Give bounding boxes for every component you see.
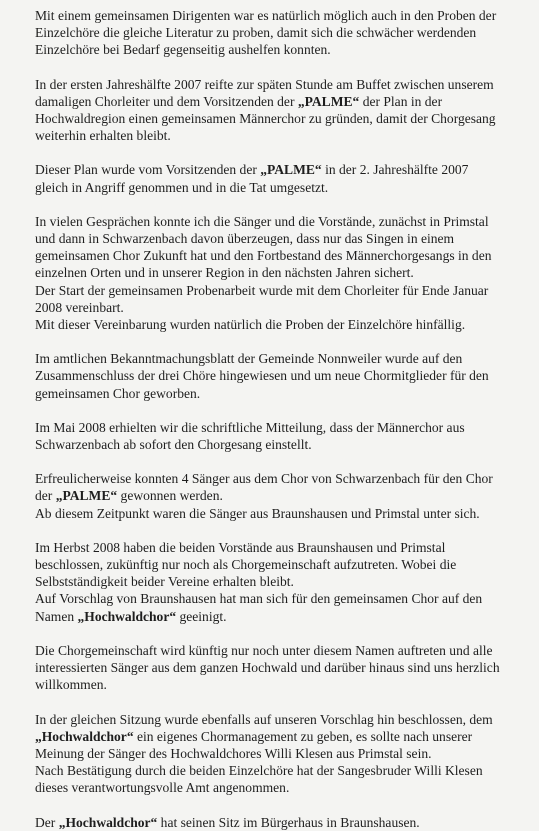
text-segment: Mit dieser Vereinbarung wurden natürlich die Proben der Einzelchöre hinfällig. xyxy=(35,317,466,333)
text-segment: und dann in Schwarzenbach davon überzeugen, dass nur das Singen in einem xyxy=(35,231,455,247)
text-segment: Die Chorgemeinschaft wird künftig nur noch unter diesem Namen auftreten und alle xyxy=(35,642,493,658)
text-segment: geeinigt. xyxy=(176,608,227,624)
text-segment: gemeinsamen Chor Zukunft hat und den Fortbestand des Männerchorgesangs in den xyxy=(35,248,492,264)
text-line xyxy=(35,367,525,384)
text-line xyxy=(35,642,525,659)
paragraph xyxy=(35,76,525,145)
paragraph xyxy=(35,161,525,195)
text-line xyxy=(35,213,525,230)
paragraph xyxy=(35,470,525,522)
bold-name: „Hochwaldchor“ xyxy=(58,814,158,830)
bold-name: „Hochwaldchor“ xyxy=(35,728,134,744)
text-segment: Im Herbst 2008 haben die beiden Vorstände aus Braunshausen und Primstal xyxy=(35,539,446,555)
text-segment: weiterhin erhalten bleibt. xyxy=(35,128,171,144)
text-segment: beschlossen, zukünftig nur noch als Chorgemeinschaft aufzutreten. Wobei die xyxy=(35,557,457,573)
text-line xyxy=(35,487,525,504)
text-line xyxy=(35,676,525,693)
text-segment: Namen xyxy=(35,608,78,624)
text-segment: Hochwaldregion einen gemeinsamen Männerchor zu gründen, damit der Chorgesang xyxy=(35,111,496,127)
paragraph xyxy=(35,213,525,333)
text-segment: Erfreulicherweise konnten 4 Sänger aus dem Chor von Schwarzenbach für den Chor xyxy=(35,471,493,487)
text-segment: Zusammenschluss der drei Chöre hingewiesen und um neue Chormitglieder für den xyxy=(35,368,489,384)
text-line xyxy=(35,230,525,247)
text-line xyxy=(35,419,525,436)
text-segment: Nach Bestätigung durch die beiden Einzelchöre hat der Sangesbruder Willi Klesen xyxy=(35,763,483,779)
text-line xyxy=(35,608,525,625)
text-segment: willkommen. xyxy=(35,677,107,693)
paragraph xyxy=(35,642,525,694)
paragraph xyxy=(35,419,525,453)
text-line xyxy=(35,762,525,779)
text-line xyxy=(35,350,525,367)
text-line xyxy=(35,539,525,556)
text-line xyxy=(35,161,525,178)
text-line xyxy=(35,282,525,299)
bold-name: „PALME“ xyxy=(55,488,118,504)
text-segment: damaligen Chorleiter und dem Vorsitzenden der xyxy=(35,93,298,109)
text-line xyxy=(35,436,525,453)
bold-name: „PALME“ xyxy=(297,93,360,109)
text-segment: ein eigenes Chormanagement zu geben, es sollte nach unserer xyxy=(133,728,473,744)
bold-name: „PALME“ xyxy=(260,162,322,178)
text-segment: In vielen Gesprächen konnte ich die Sänger und die Vorstände, zunächst in Primstal xyxy=(35,213,489,229)
text-segment: Einzelchöre die gleiche Literatur zu proben, damit sich die schwächer werdenden xyxy=(35,25,477,41)
text-line xyxy=(35,24,525,41)
text-line xyxy=(35,299,525,316)
text-segment: Dieser Plan wurde vom Vorsitzenden der xyxy=(35,162,261,178)
text-segment: Meinung der Sänger des Hochwaldchores Willi Klesen aus Primstal sein. xyxy=(35,745,432,761)
text-line xyxy=(35,556,525,573)
text-segment: einzelnen Orten und in unserer Region in den nächsten Jahren sichert. xyxy=(35,265,414,281)
text-segment: dieses verantwortungsvolle Amt angenommen. xyxy=(35,780,290,796)
text-line xyxy=(35,76,525,93)
text-segment: Ab diesem Zeitpunkt waren die Sänger aus Braunshausen und Primstal unter sich. xyxy=(35,505,480,521)
text-segment: in der 2. Jahreshälfte 2007 xyxy=(321,162,469,178)
text-segment: Im Mai 2008 erhielten wir die schriftliche Mitteilung, dass der Männerchor aus xyxy=(35,419,465,435)
text-line xyxy=(35,814,525,831)
text-segment: der Plan in der xyxy=(359,93,443,109)
text-line xyxy=(35,110,525,127)
text-segment: Auf Vorschlag von Braunshausen hat man sich für den gemeinsamen Chor auf den xyxy=(35,591,483,607)
text-segment: Mit einem gemeinsamen Dirigenten war es natürlich möglich auch in den Proben der xyxy=(35,8,497,23)
text-segment: Der Start der gemeinsamen Probenarbeit wurde mit dem Chorleiter für Ende Januar xyxy=(35,282,489,298)
text-line xyxy=(35,127,525,144)
text-segment: In der gleichen Sitzung wurde ebenfalls auf unseren Vorschlag hin beschlossen, dem xyxy=(35,711,493,727)
text-segment: Im amtlichen Bekanntmachungsblatt der Gemeinde Nonnweiler wurde auf den xyxy=(35,351,463,367)
text-line xyxy=(35,316,525,333)
text-line xyxy=(35,573,525,590)
text-line xyxy=(35,385,525,402)
text-segment: gleich in Angriff genommen und in die Tat umgesetzt. xyxy=(35,179,329,195)
bold-name: „Hochwaldchor“ xyxy=(77,608,177,624)
text-line xyxy=(35,728,525,745)
text-line xyxy=(35,659,525,676)
paragraph xyxy=(35,711,525,797)
text-line xyxy=(35,247,525,264)
text-line xyxy=(35,93,525,110)
text-line xyxy=(35,505,525,522)
text-line xyxy=(35,264,525,281)
paragraph xyxy=(35,7,525,59)
text-line xyxy=(35,41,525,58)
text-segment: Einzelchöre bei Bedarf gegenseitig aushelfen konnten. xyxy=(35,42,331,58)
text-segment: hat seinen Sitz im Bürgerhaus in Braunshausen. xyxy=(157,814,420,830)
text-segment: Schwarzenbach ab sofort den Chorgesang einstellt. xyxy=(35,437,312,453)
text-segment: interessierten Sänger aus dem ganzen Hochwald und darüber hinaus sind uns herzlich xyxy=(35,660,500,676)
text-line xyxy=(35,745,525,762)
paragraph xyxy=(35,539,525,625)
text-line xyxy=(35,7,525,24)
text-line xyxy=(35,590,525,607)
paragraph xyxy=(35,814,525,831)
paragraph xyxy=(35,350,525,402)
text-segment: gewonnen werden. xyxy=(117,488,223,504)
text-segment: der xyxy=(35,488,56,504)
text-segment: Der xyxy=(35,814,59,830)
text-segment: Selbstständigkeit beider Vereine erhalten bleibt. xyxy=(35,574,294,590)
text-line xyxy=(35,470,525,487)
text-line xyxy=(35,179,525,196)
text-segment: gemeinsamen Chor geworben. xyxy=(35,385,201,401)
text-line xyxy=(35,711,525,728)
text-segment: 2008 vereinbart. xyxy=(35,299,124,315)
text-segment: In der ersten Jahreshälfte 2007 reifte zur späten Stunde am Buffet zwischen unserem xyxy=(35,76,494,92)
